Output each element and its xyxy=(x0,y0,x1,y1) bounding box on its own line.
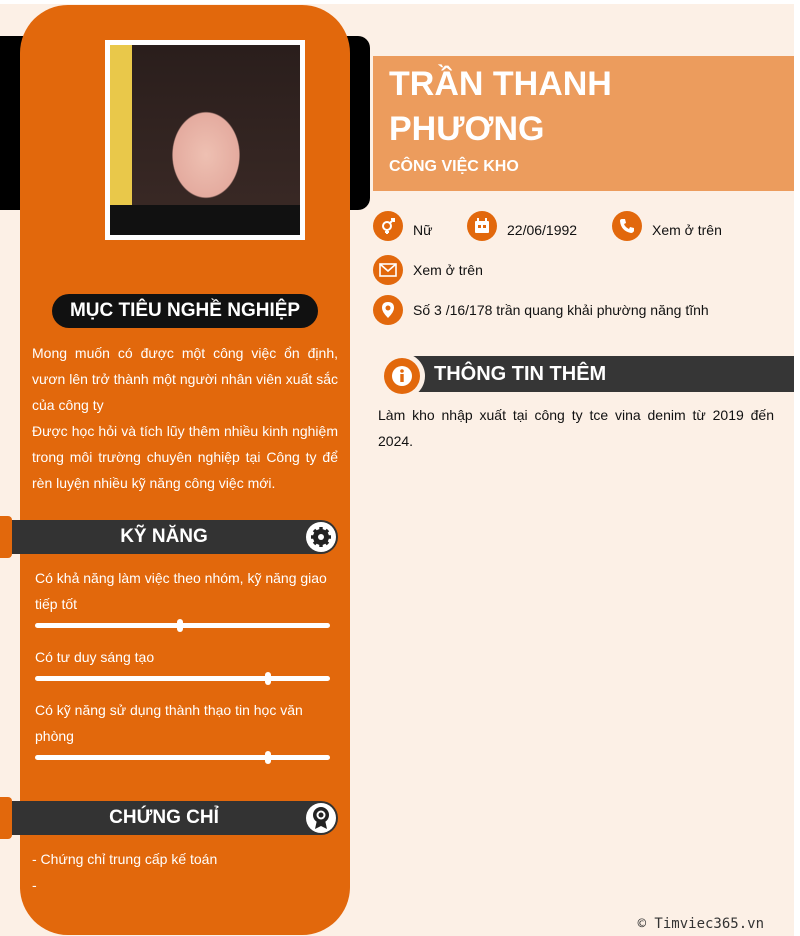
award-icon xyxy=(306,803,336,833)
more-info-text: Làm kho nhập xuất tại công ty tce vina denim từ 2019 đến 2024. xyxy=(378,407,774,449)
skills-tab xyxy=(0,516,12,558)
job-title: CÔNG VIỆC KHO xyxy=(389,158,519,175)
skill-label: Có kỹ năng sử dụng thành thạo tin học văn phòng xyxy=(35,702,303,744)
phone-value: Xem ở trên xyxy=(652,222,722,238)
location-icon xyxy=(373,295,403,325)
skill-bar-knob xyxy=(177,619,183,632)
skills-title: KỸ NĂNG xyxy=(120,526,208,547)
skill-bar xyxy=(35,676,330,681)
skill-label: Có tư duy sáng tạo xyxy=(35,649,155,665)
gender-value: Nữ xyxy=(413,222,433,238)
address-value: Số 3 /16/178 trần quang khải phường năng tĩnh xyxy=(413,302,709,318)
certificates-title: CHỨNG CHỈ xyxy=(109,807,219,828)
objective-title: MỤC TIÊU NGHỀ NGHIỆP xyxy=(52,294,318,328)
gender-icon xyxy=(373,211,403,241)
info-icon xyxy=(384,358,420,394)
gear-icon xyxy=(306,522,336,552)
skill-bar-knob xyxy=(265,751,271,764)
mail-icon xyxy=(373,255,403,285)
more-info-title: THÔNG TIN THÊM xyxy=(434,363,607,385)
candidate-name: TRẦN THANH PHƯƠNG xyxy=(389,65,612,148)
footer-credit: © Timviec365.vn xyxy=(637,916,764,932)
phone-icon xyxy=(612,211,642,241)
name-box xyxy=(373,56,794,191)
email-value: Xem ở trên xyxy=(413,262,483,278)
profile-photo xyxy=(105,40,305,240)
skill-bar-knob xyxy=(265,672,271,685)
info-badge xyxy=(379,353,425,399)
certificates-header xyxy=(12,801,338,835)
certificates-tab xyxy=(0,797,12,839)
skill-bar xyxy=(35,755,330,760)
certificate-item: - xyxy=(32,877,37,893)
birthday-value: 22/06/1992 xyxy=(507,222,578,238)
certificate-item: - Chứng chỉ trung cấp kế toán xyxy=(32,851,218,867)
objective-text: Mong muốn có được một công việc ổn định, vươn lên trở thành một người nhân viên xuất sắc của công ty Được học hỏi và tích lũy thêm nhiều kinh nghiệm trong môi trường chuyên nghiệp tại Công ty để rèn luyện nhiều kỹ năng công việc mới. xyxy=(32,345,338,491)
skill-bar xyxy=(35,623,330,628)
calendar-icon xyxy=(467,211,497,241)
skills-header xyxy=(12,520,338,554)
skill-label: Có khả năng làm việc theo nhóm, kỹ năng giao tiếp tốt xyxy=(35,570,327,612)
